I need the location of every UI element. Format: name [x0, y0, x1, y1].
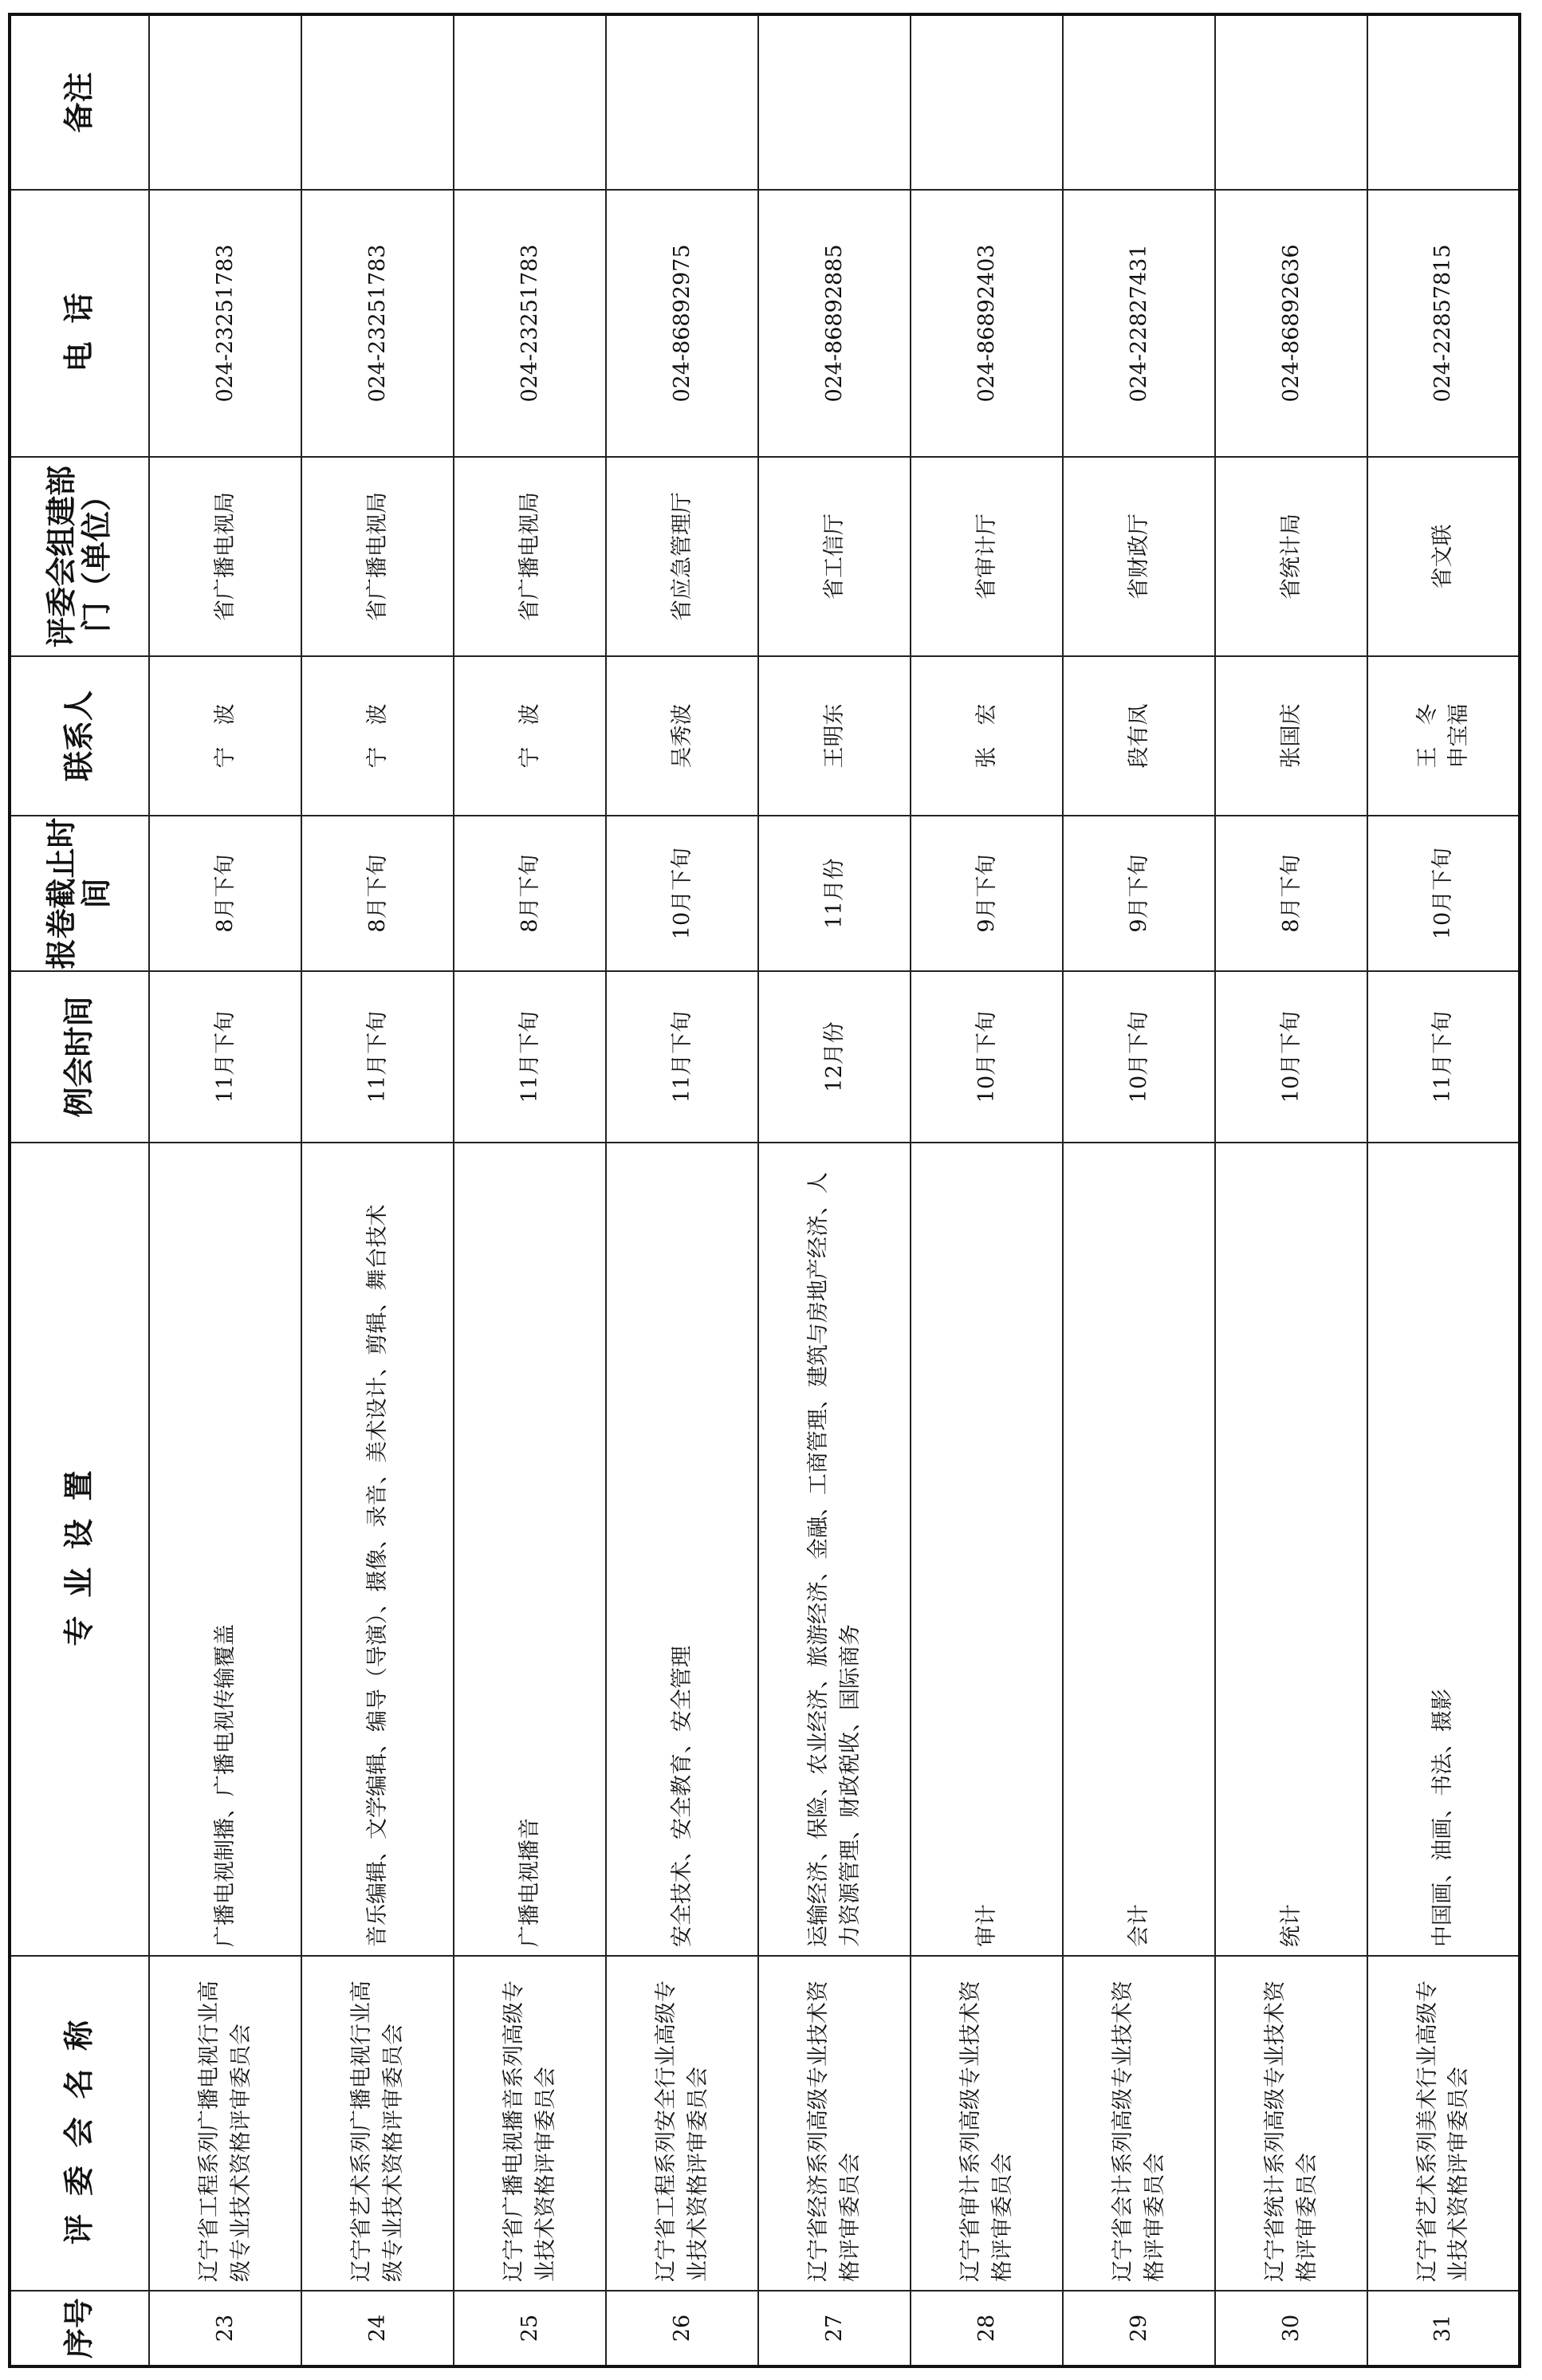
- cell-phone: 024-86892636: [1215, 190, 1367, 457]
- cell-name: 辽宁省统计系列高级专业技术资格评审委员会: [1215, 1956, 1367, 2291]
- cell-meeting-time: 12月份: [758, 971, 911, 1143]
- review-committee-table: [8, 13, 1521, 2368]
- cell-org: 省广播电视局: [301, 457, 454, 656]
- cell-seq: 23: [149, 2291, 301, 2366]
- cell-deadline: 8月下旬: [1215, 816, 1367, 971]
- cell-name: 辽宁省审计系列高级专业技术资格评审委员会: [911, 1956, 1063, 2291]
- cell-seq: 27: [758, 2291, 911, 2366]
- cell-phone: 024-86892975: [606, 190, 758, 457]
- cell-specialty: 运输经济、保险、农业经济、旅游经济、金融、工商管理、建筑与房地产经济、人力资源管理、财政税收、国际商务: [758, 1143, 911, 1956]
- cell-phone: 024-22827431: [1063, 190, 1215, 457]
- table-row: [454, 14, 606, 2366]
- table-row: [1063, 14, 1215, 2366]
- cell-remark: [1215, 14, 1367, 190]
- header-org: 评委会组建部门（单位）: [10, 457, 149, 656]
- cell-name: 辽宁省艺术系列广播电视行业高级专业技术资格评审委员会: [301, 1956, 454, 2291]
- cell-contact: 段有凤: [1063, 656, 1215, 816]
- cell-deadline: 8月下旬: [149, 816, 301, 971]
- header-specialty: 专业设置: [10, 1143, 149, 1956]
- cell-org: 省应急管理厅: [606, 457, 758, 656]
- cell-contact: 宁 波: [149, 656, 301, 816]
- header-deadline: 报卷截止时间: [10, 816, 149, 971]
- cell-meeting-time: 11月下旬: [454, 971, 606, 1143]
- table-row: [1367, 14, 1520, 2366]
- cell-specialty: 审计: [911, 1143, 1063, 1956]
- cell-deadline: 10月下旬: [1367, 816, 1520, 971]
- cell-name: 辽宁省会计系列高级专业技术资格评审委员会: [1063, 1956, 1215, 2291]
- cell-specialty: 广播电视播音: [454, 1143, 606, 1956]
- cell-name: 辽宁省经济系列高级专业技术资格评审委员会: [758, 1956, 911, 2291]
- cell-deadline: 8月下旬: [301, 816, 454, 971]
- cell-org: 省文联: [1367, 457, 1520, 656]
- cell-contact: 王 冬 申宝福: [1367, 656, 1520, 816]
- cell-remark: [1367, 14, 1520, 190]
- table-row: [911, 14, 1063, 2366]
- cell-remark: [758, 14, 911, 190]
- cell-name: 辽宁省广播电视播音系列高级专业技术资格评审委员会: [454, 1956, 606, 2291]
- cell-phone: 024-23251783: [301, 190, 454, 457]
- cell-org: 省广播电视局: [454, 457, 606, 656]
- cell-phone: 024-22857815: [1367, 190, 1520, 457]
- cell-specialty: 音乐编辑、文学编辑、编导（导演）、摄像、录音、美术设计、剪辑、舞台技术: [301, 1143, 454, 1956]
- cell-specialty: 中国画、油画、书法、摄影: [1367, 1143, 1520, 1956]
- cell-meeting-time: 10月下旬: [1063, 971, 1215, 1143]
- cell-org: 省工信厅: [758, 457, 911, 656]
- cell-meeting-time: 10月下旬: [1215, 971, 1367, 1143]
- cell-remark: [301, 14, 454, 190]
- cell-phone: 024-86892403: [911, 190, 1063, 457]
- cell-contact: 吴秀波: [606, 656, 758, 816]
- cell-name: 辽宁省工程系列广播电视行业高级专业技术资格评审委员会: [149, 1956, 301, 2291]
- cell-contact: 宁 波: [301, 656, 454, 816]
- header-name: 评委会名称: [10, 1956, 149, 2291]
- cell-remark: [149, 14, 301, 190]
- cell-org: 省财政厅: [1063, 457, 1215, 656]
- cell-deadline: 11月份: [758, 816, 911, 971]
- cell-meeting-time: 11月下旬: [1367, 971, 1520, 1143]
- table-row: [149, 14, 301, 2366]
- cell-contact: 张 宏: [911, 656, 1063, 816]
- cell-seq: 28: [911, 2291, 1063, 2366]
- cell-seq: 25: [454, 2291, 606, 2366]
- cell-meeting-time: 10月下旬: [911, 971, 1063, 1143]
- cell-remark: [1063, 14, 1215, 190]
- header-row: [10, 14, 149, 2366]
- cell-specialty: 安全技术、安全教育、安全管理: [606, 1143, 758, 1956]
- cell-contact: 王明东: [758, 656, 911, 816]
- table-row: [301, 14, 454, 2366]
- cell-seq: 24: [301, 2291, 454, 2366]
- cell-phone: 024-23251783: [454, 190, 606, 457]
- cell-phone: 024-86892885: [758, 190, 911, 457]
- cell-remark: [911, 14, 1063, 190]
- header-remark: 备注: [10, 14, 149, 190]
- rotated-page: [8, 16, 1519, 2368]
- cell-seq: 26: [606, 2291, 758, 2366]
- table-row: [1215, 14, 1367, 2366]
- header-phone: 电话: [10, 190, 149, 457]
- cell-contact: 张国庆: [1215, 656, 1367, 816]
- cell-name: 辽宁省艺术系列美术行业高级专业技术资格评审委员会: [1367, 1956, 1520, 2291]
- cell-remark: [606, 14, 758, 190]
- cell-org: 省审计厅: [911, 457, 1063, 656]
- table-row: [606, 14, 758, 2366]
- cell-org: 省广播电视局: [149, 457, 301, 656]
- cell-deadline: 8月下旬: [454, 816, 606, 971]
- header-contact: 联系人: [10, 656, 149, 816]
- table-row: [758, 14, 911, 2366]
- cell-remark: [454, 14, 606, 190]
- header-meeting-time: 例会时间: [10, 971, 149, 1143]
- cell-seq: 30: [1215, 2291, 1367, 2366]
- header-seq: 序号: [10, 2291, 149, 2366]
- cell-deadline: 9月下旬: [911, 816, 1063, 971]
- cell-seq: 31: [1367, 2291, 1520, 2366]
- cell-deadline: 10月下旬: [606, 816, 758, 971]
- cell-meeting-time: 11月下旬: [301, 971, 454, 1143]
- cell-name: 辽宁省工程系列安全行业高级专业技术资格评审委员会: [606, 1956, 758, 2291]
- cell-deadline: 9月下旬: [1063, 816, 1215, 971]
- cell-seq: 29: [1063, 2291, 1215, 2366]
- cell-contact: 宁 波: [454, 656, 606, 816]
- cell-phone: 024-23251783: [149, 190, 301, 457]
- cell-specialty: 统计: [1215, 1143, 1367, 1956]
- cell-specialty: 广播电视制播、广播电视传输覆盖: [149, 1143, 301, 1956]
- cell-meeting-time: 11月下旬: [606, 971, 758, 1143]
- cell-specialty: 会计: [1063, 1143, 1215, 1956]
- cell-meeting-time: 11月下旬: [149, 971, 301, 1143]
- cell-org: 省统计局: [1215, 457, 1367, 656]
